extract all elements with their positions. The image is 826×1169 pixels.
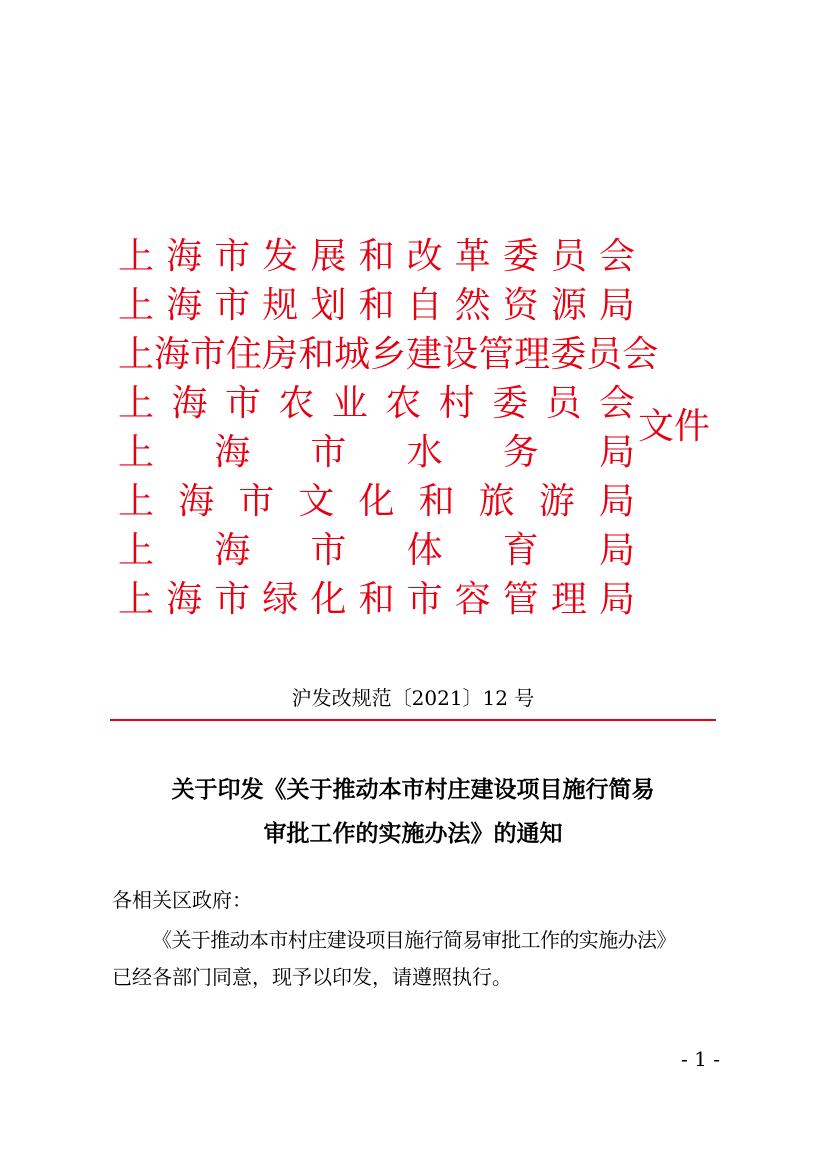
issuer-char: 城: [334, 334, 371, 375]
issuer-char: 市: [406, 579, 443, 620]
issuer-char: 市: [190, 334, 227, 375]
issuer-char: 和: [358, 236, 395, 277]
issuer-char: 容: [454, 579, 491, 620]
issuer-char: 海: [154, 334, 191, 375]
issuer-char: 资: [502, 285, 539, 326]
issuer-line: [118, 428, 635, 477]
issuer-char: 文: [298, 481, 335, 522]
addressee: 各相关区政府：: [112, 888, 252, 912]
issuer-char: 局: [598, 579, 635, 620]
issuer-char: 划: [310, 285, 347, 326]
issuer-char: 理: [550, 579, 587, 620]
issuer-block: [118, 232, 659, 624]
issuer-char: 游: [538, 481, 575, 522]
issuer-char: 市: [214, 236, 251, 277]
issuer-char: 然: [454, 285, 491, 326]
issuer-line: [118, 330, 659, 379]
issuer-char: 上: [118, 383, 155, 424]
issuer-char: 展: [310, 236, 347, 277]
issuer-char: 育: [502, 530, 539, 571]
page-number: - 1 -: [681, 1047, 720, 1071]
issuer-char: 管: [478, 334, 515, 375]
issuer-char: 村: [438, 383, 475, 424]
issuer-char: 市: [238, 481, 275, 522]
issuer-char: 上: [118, 285, 155, 326]
issuer-char: 海: [178, 481, 215, 522]
issuer-char: 委: [492, 383, 529, 424]
issuer-char: 房: [262, 334, 299, 375]
issuer-char: 局: [598, 481, 635, 522]
issuer-char: 和: [298, 334, 335, 375]
issuer-char: 市: [310, 530, 347, 571]
issuer-char: 会: [598, 383, 635, 424]
issuer-char: 旅: [478, 481, 515, 522]
issuer-char: 化: [358, 481, 395, 522]
issuer-char: 市: [224, 383, 261, 424]
issuer-char: 员: [550, 236, 587, 277]
issuer-char: 设: [442, 334, 479, 375]
issuer-char: 上: [118, 432, 155, 473]
issuer-char: 会: [622, 334, 659, 375]
issuer-char: 海: [166, 236, 203, 277]
issuer-line: [118, 575, 635, 624]
issuer-char: 和: [418, 481, 455, 522]
issuer-char: 委: [550, 334, 587, 375]
issuer-char: 上: [118, 481, 155, 522]
issuer-char: 市: [214, 579, 251, 620]
issuer-char: 局: [598, 432, 635, 473]
issuer-char: 和: [358, 285, 395, 326]
red-divider-line: [110, 719, 716, 721]
issuer-char: 理: [514, 334, 551, 375]
issuer-char: 业: [331, 383, 368, 424]
issuer-char: 规: [262, 285, 299, 326]
issuer-char: 海: [214, 432, 251, 473]
issuer-char: 海: [171, 383, 208, 424]
issuer-char: 委: [502, 236, 539, 277]
issuer-line: [118, 379, 635, 428]
issuer-char: 乡: [370, 334, 407, 375]
document-suffix: 文件: [638, 406, 711, 447]
issuer-line: [118, 526, 635, 575]
body-paragraph-line-1: 《关于推动本市村庄建设项目施行简易审批工作的实施办法》: [152, 928, 676, 952]
issuer-line: [118, 232, 635, 281]
issuer-char: 发: [262, 236, 299, 277]
issuer-line: [118, 477, 635, 526]
issuer-char: 市: [214, 285, 251, 326]
document-title-line-1: 关于印发《关于推动本市村庄建设项目施行简易: [171, 777, 655, 803]
issuer-char: 源: [550, 285, 587, 326]
issuer-char: 和: [358, 579, 395, 620]
issuer-char: 上: [118, 579, 155, 620]
issuer-char: 农: [278, 383, 315, 424]
issuer-char: 市: [310, 432, 347, 473]
issuer-char: 上: [118, 236, 155, 277]
issuer-char: 住: [226, 334, 263, 375]
issuer-line: [118, 281, 635, 330]
issuer-char: 体: [406, 530, 443, 571]
issuer-char: 员: [545, 383, 582, 424]
issuer-char: 上: [118, 334, 155, 375]
body-paragraph-line-2: 已经各部门同意，现予以印发，请遵照执行。: [112, 965, 512, 989]
issuer-char: 上: [118, 530, 155, 571]
issuer-char: 管: [502, 579, 539, 620]
issuer-char: 局: [598, 530, 635, 571]
issuer-char: 海: [214, 530, 251, 571]
issuer-char: 员: [586, 334, 623, 375]
issuer-char: 建: [406, 334, 443, 375]
issuer-char: 革: [454, 236, 491, 277]
document-number: 沪发改规范〔2021〕12 号: [291, 686, 535, 710]
issuer-char: 农: [385, 383, 422, 424]
issuer-char: 海: [166, 285, 203, 326]
issuer-char: 会: [598, 236, 635, 277]
issuer-char: 务: [502, 432, 539, 473]
issuer-char: 自: [406, 285, 443, 326]
issuer-char: 海: [166, 579, 203, 620]
issuer-char: 化: [310, 579, 347, 620]
document-title-line-2: 审批工作的实施办法》的通知: [263, 821, 563, 847]
issuer-char: 水: [406, 432, 443, 473]
issuer-char: 局: [598, 285, 635, 326]
issuer-char: 改: [406, 236, 443, 277]
issuer-char: 绿: [262, 579, 299, 620]
